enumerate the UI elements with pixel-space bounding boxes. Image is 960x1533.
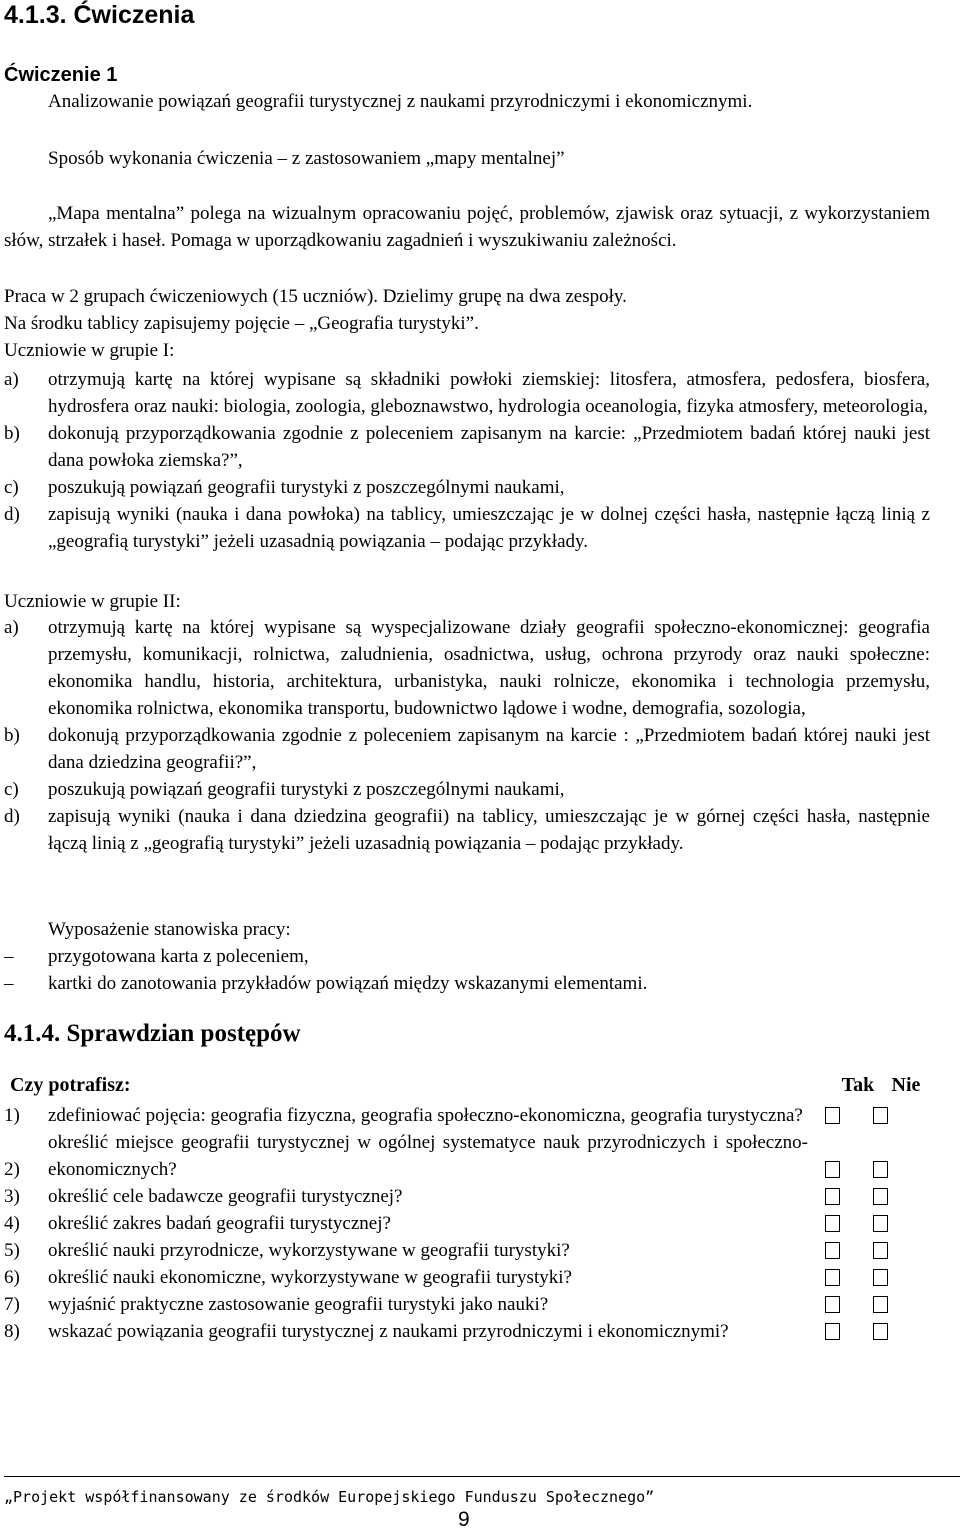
page-heading: 4.1.3. Ćwiczenia [4, 1, 195, 29]
checklist-row: 6) określić nauki ekonomiczne, wykorzystywane w geografii turystyki? [4, 1264, 930, 1291]
list-item: a) otrzymują kartę na której wypisane są składniki powłoki ziemskiej: litosfera, atmosfera, pedosfera, biosfera, hydrosfera oraz nauki: biologia, zoologia, gleboznawstwo, hydrologia oceanologia, fizyka atmosfery, meteorologia, [4, 369, 930, 417]
yes-checkbox[interactable] [825, 1269, 840, 1286]
checklist-row: 7) wyjaśnić praktyczne zastosowanie geografii turystyki jako nauki? [4, 1291, 930, 1318]
yes-header: Tak [841, 1073, 875, 1096]
progress-checklist [4, 1068, 930, 1345]
checklist-row: 1) zdefiniować pojęcia: geografia fizyczna, geografia społeczno-ekonomiczna, geografia turystyczna? [4, 1102, 930, 1129]
yes-checkbox[interactable] [825, 1323, 840, 1340]
no-checkbox[interactable] [873, 1188, 888, 1205]
checklist-header [4, 1068, 930, 1102]
list-item: d) zapisują wyniki (nauka i dana dziedzina geografii) na tablicy, umieszczając je w górnej części hasła, następnie łączą linią z „geografią turystyki” jeżeli uzasadnią powiązania – podając przykłady. [4, 806, 930, 854]
list-item: b) dokonują przyporządkowania zgodnie z poleceniem zapisanym na karcie: „Przedmiotem badań której nauki jest dana powłoka ziemska?”, [4, 423, 930, 471]
no-checkbox[interactable] [873, 1242, 888, 1259]
no-checkbox[interactable] [873, 1323, 888, 1340]
equipment-title: Wyposażenie stanowiska pracy: [48, 919, 291, 940]
yes-checkbox[interactable] [825, 1215, 840, 1232]
no-checkbox[interactable] [873, 1161, 888, 1178]
checklist-row: 4) określić zakres badań geografii turystycznej? [4, 1210, 930, 1237]
no-header: Nie [891, 1073, 921, 1096]
checklist-row: 8) wskazać powiązania geografii turystycznej z naukami przyrodniczymi i ekonomicznymi? [4, 1318, 930, 1345]
yes-checkbox[interactable] [825, 1188, 840, 1205]
yes-checkbox[interactable] [825, 1296, 840, 1313]
group1-list [4, 366, 930, 555]
yes-checkbox[interactable] [825, 1242, 840, 1259]
checklist-row: 3) określić cele badawcze geografii turystycznej? [4, 1183, 930, 1210]
group-info: Praca w 2 grupach ćwiczeniowych (15 uczniów). Dzielimy grupę na dwa zespoły. [4, 286, 627, 307]
progress-heading: 4.1.4. Sprawdzian postępów [4, 1020, 301, 1047]
exercise-objective: Analizowanie powiązań geografii turystycznej z naukami przyrodniczymi i ekonomicznymi. [48, 91, 753, 112]
yes-checkbox[interactable] [825, 1161, 840, 1178]
checklist-row: 2) określić miejsce geografii turystycznej w ogólnej systematyce nauk przyrodniczych i społeczno-ekonomicznych? [4, 1129, 930, 1183]
list-item: – przygotowana karta z poleceniem, [4, 946, 309, 967]
equipment-list [4, 943, 930, 997]
exercise-title: Ćwiczenie 1 [4, 64, 118, 86]
list-item: b) dokonują przyporządkowania zgodnie z poleceniem zapisanym na karcie : „Przedmiotem badań której nauki jest dana dziedzina geografii?”, [4, 725, 930, 773]
list-item: c) poszukują powiązań geografii turystyki z poszczególnymi naukami, [4, 779, 565, 800]
no-checkbox[interactable] [873, 1296, 888, 1313]
group2-title: Uczniowie w grupie II: [4, 591, 181, 612]
list-item: d) zapisują wyniki (nauka i dana powłoka) na tablicy, umieszczając je w dolnej części hasła, następnie łączą linią z „geografią turystyki” jeżeli uzasadnią powiązania – podając przykłady. [4, 504, 930, 552]
list-item: c) poszukują powiązań geografii turystyki z poszczególnymi naukami, [4, 477, 565, 498]
question-header: Czy potrafisz: [10, 1073, 131, 1096]
footer-divider [4, 1476, 960, 1477]
no-checkbox[interactable] [873, 1215, 888, 1232]
footer-text: „Projekt współfinansowany ze środków Europejskiego Funduszu Społecznego” [4, 1488, 655, 1506]
exercise-method: Sposób wykonania ćwiczenia – z zastosowaniem „mapy mentalnej” [48, 148, 565, 169]
group2-list [4, 614, 930, 857]
mind-map-definition: „Mapa mentalna” polega na wizualnym opracowaniu pojęć, problemów, zjawisk oraz sytuacji, z wykorzystaniem słów, strzałek i haseł. Pomaga w uporządkowaniu zagadnień i wyszukiwaniu zależności. [4, 203, 930, 251]
board-info: Na środku tablicy zapisujemy pojęcie – „Geografia turystyki”. [4, 313, 479, 334]
yes-checkbox[interactable] [825, 1107, 840, 1124]
list-item: – kartki do zanotowania przykładów powiązań między wskazanymi elementami. [4, 973, 648, 994]
group1-title: Uczniowie w grupie I: [4, 340, 175, 361]
no-checkbox[interactable] [873, 1107, 888, 1124]
checklist-row: 5) określić nauki przyrodnicze, wykorzystywane w geografii turystyki? [4, 1237, 930, 1264]
page-number: 9 [458, 1508, 470, 1531]
no-checkbox[interactable] [873, 1269, 888, 1286]
list-item: a) otrzymują kartę na której wypisane są wyspecjalizowane działy geografii społeczno-ekonomicznej: geografia przemysłu, komunikacji, rolnictwa, zaludnienia, osadnictwa, usług, ochrona przyrody oraz nauki społeczne: ekonomika handlu, historia, architektura, urbanistyka, nauki rolnicze, ekonomika i technologia przemysłu, ekonomika rolnictwa, ekonomika transportu, budownictwo lądowe i wodne, demografia, sozologia, [4, 617, 930, 719]
